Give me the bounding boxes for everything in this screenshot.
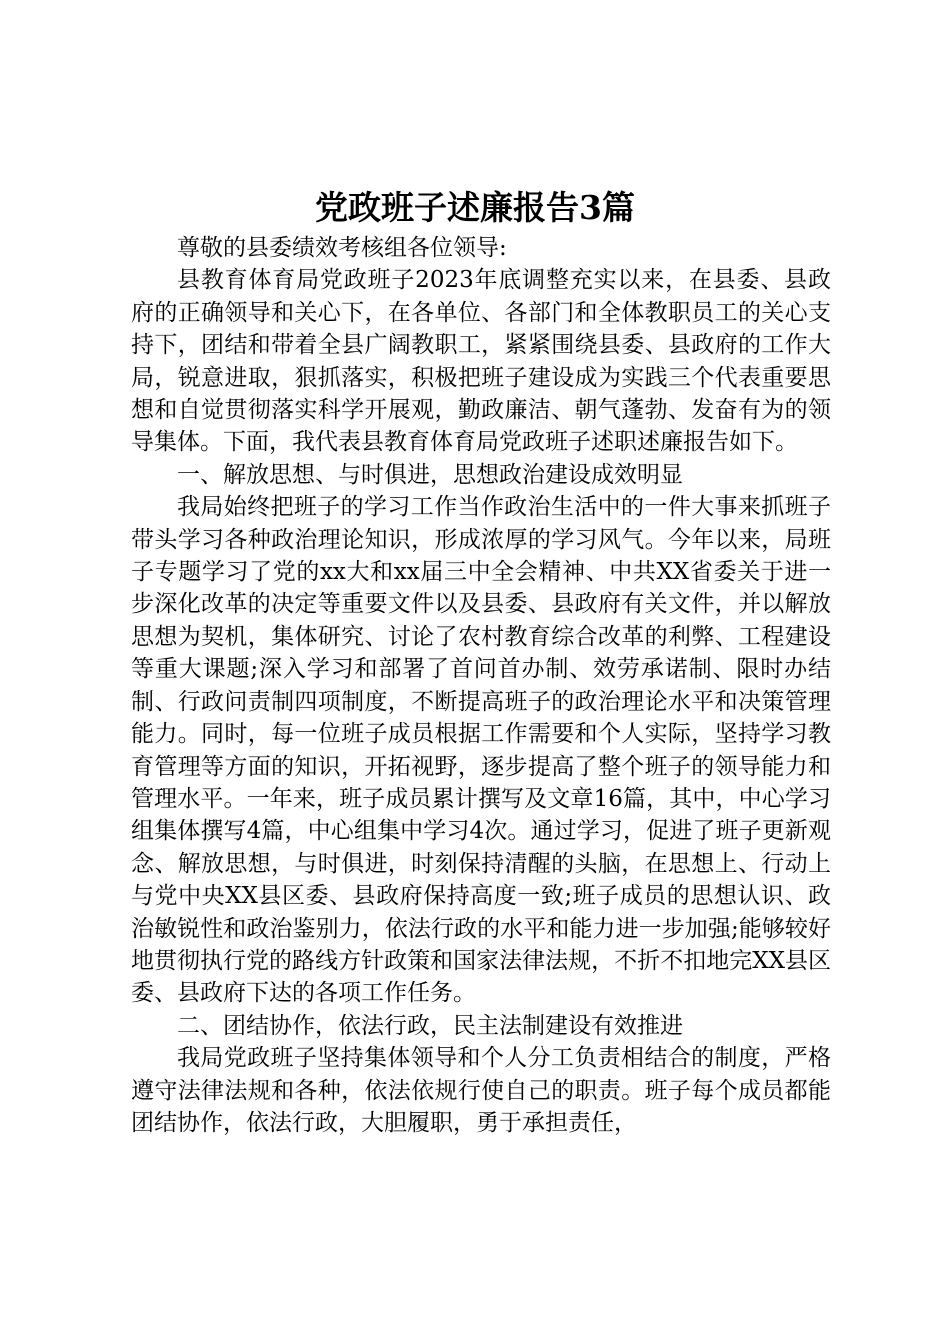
document-body [131,232,831,1139]
intro-paragraph: 县教育体育局党政班子2023年底调整充实以来，在县委、县政府的正确领导和关心下，在各单位、各部门和全体教职员工的关心支持下，团结和带着全县广阔教职工，紧紧围绕县委、县政府的工作大局，锐意进取，狠抓落实，积极把班子建设成为实践三个代表重要思想和自觉贯彻落实科学开展观，勤政廉洁、朝气蓬勃、发奋有为的领导集体。下面，我代表县教育体育局党政班子述职述廉报告如下。 [131,267,831,456]
section-1-paragraph: 我局始终把班子的学习工作当作政治生活中的一件大事来抓班子带头学习各种政治理论知识，形成浓厚的学习风气。今年以来，局班子专题学习了党的xx大和xx届三中全会精神、中共XX省委关于进一步深化改革的决定等重要文件以及县委、县政府有关文件，并以解放思想为契机，集体研究、讨论了农村教育综合改革的利弊、工程建设等重大课题;深入学习和部署了首问首办制、效劳承诺制、限时办结制、行政问责制四项制度，不断提高班子的政治理论水平和决策管理能力。同时，每一位班子成员根据工作需要和个人实际，坚持学习教育管理等方面的知识，开拓视野，逐步提高了整个班子的领导能力和管理水平。一年来，班子成员累计撰写及文章16篇，其中，中心学习组集体撰写4篇，中心组集中学习4次。通过学习，促进了班子更新观念、解放思想，与时俱进，时刻保持清醒的头脑，在思想上、行动上与党中央XX县区委、县政府保持高度一致;班子成员的思想认识、政治敏锐性和政治鉴别力，依法行政的水平和能力进一步加强;能够较好地贯彻执行党的路线方针政策和国家法律法规，不折不扣地完XX县区委、县政府下达的各项工作任务。 [131,494,831,1007]
section-heading-1: 一、解放思想、与时俱进，思想政治建设成效明显 [177,461,683,488]
section-2-paragraph: 我局党政班子坚持集体领导和个人分工负责相结合的制度，严格遵守法律法规和各种，依法依规行使自己的职责。班子每个成员都能团结协作，依法行政，大胆履职，勇于承担责任， [131,1045,831,1136]
document-title: 党政班子述廉报告3篇 [315,188,635,227]
salutation-paragraph: 尊敬的县委绩效考核组各位领导: [177,235,507,261]
section-heading-2: 二、团结协作，依法行政，民主法制建设有效推进 [177,1012,683,1039]
